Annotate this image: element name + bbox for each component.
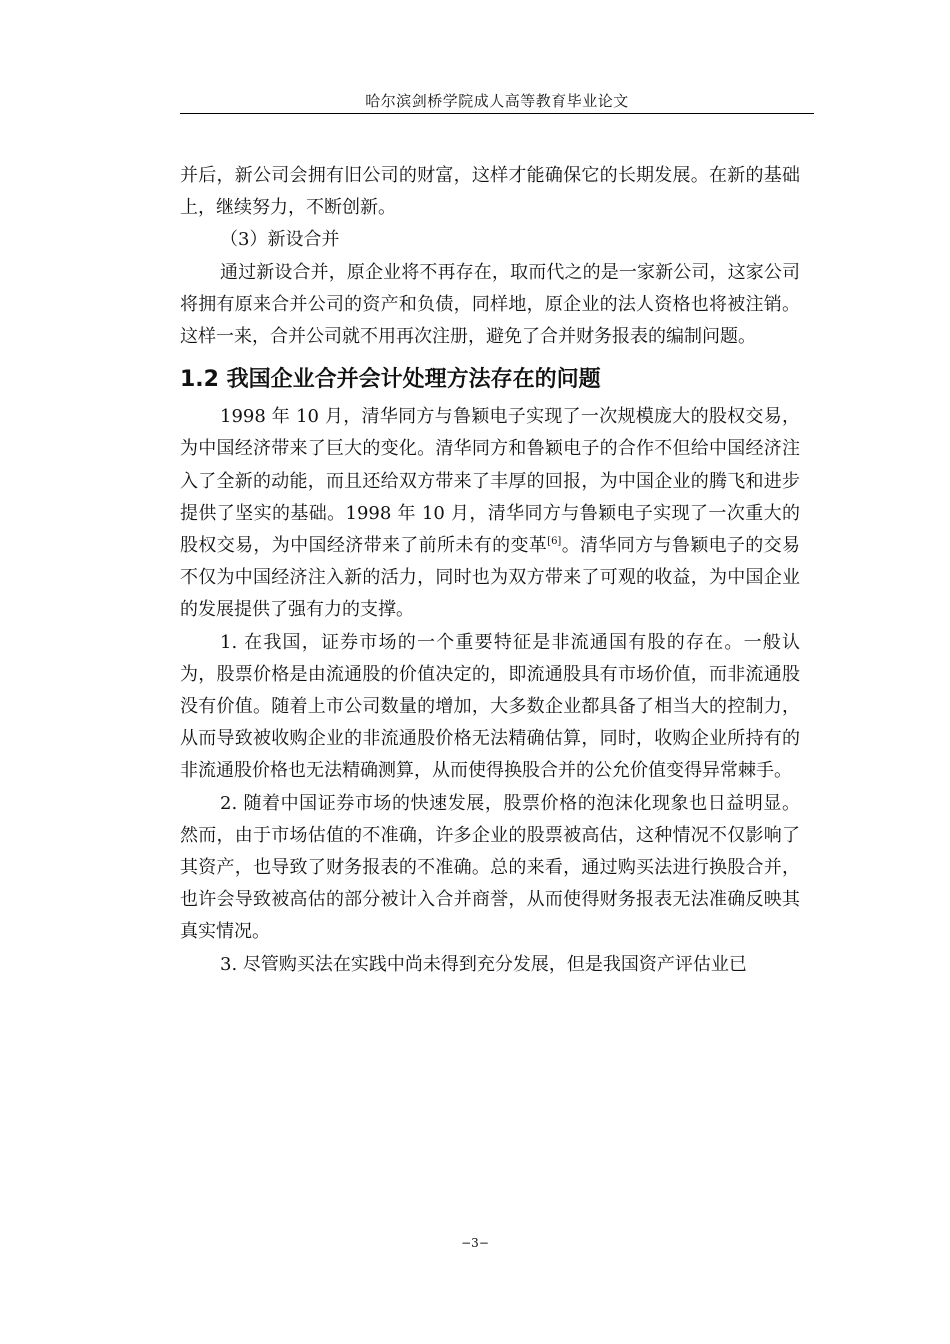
- subsection-label-new-merger: （3）新设合并: [220, 229, 340, 251]
- page-header-title: 哈尔滨剑桥学院成人高等教育毕业论文: [365, 92, 629, 110]
- section-heading: 1.2 我国企业合并会计处理方法存在的问题: [180, 367, 601, 393]
- page-number: −3−: [461, 1236, 489, 1250]
- paragraph-point-1: 1. 在我国，证券市场的一个重要特征是非流通国有股的存在。一般认为，股票价格是由流通股的价值决定的，即流通股具有市场价值，而非流通股没有价值。随着上市公司数量的增加，大多数企业都具备了相当大的控制力，从而导致被收购企业的非流通股价格无法精确估算，同时，收购企业所持有的非流通股价格也无法精确测算，从而使得换股合并的公允价值变得异常棘手。: [180, 631, 800, 782]
- paragraph-case-study: [180, 401, 800, 626]
- citation-marker: [6]: [547, 536, 562, 548]
- paragraph-case-study-text: 1998 年 10 月，清华同方与鲁颖电子实现了一次规模庞大的股权交易，为中国经济带来了巨大的变化。清华同方和鲁颖电子的合作不但给中国经济注入了全新的动能，而且还给双方带来了丰厚的回报，为中国企业的腾飞和进步提供了坚实的基础。1998 年 10 月，清华同方与鲁颖电子实现了一次重大的股权交易，为中国经济带来了前所未有的变革: [180, 406, 800, 557]
- paragraph-new-merger: 通过新设合并，原企业将不再存在，取而代之的是一家新公司，这家公司将拥有原来合并公司的资产和负债，同样地，原企业的法人资格也将被注销。这样一来，合并公司就不用再次注册，避免了合并财务报表的编制问题。: [180, 261, 800, 348]
- paragraph-case-study-text-end: 。清华同方与鲁颖电子的交易不仅为中国经济注入新的活力，同时也为双方带来了可观的收益，为中国企业的发展提供了强有力的支撑。: [180, 535, 801, 621]
- paragraph-point-3: 3. 尽管购买法在实践中尚未得到充分发展，但是我国资产评估业已: [220, 953, 747, 975]
- document-body: [180, 160, 800, 981]
- paragraph-point-2: 2. 随着中国证券市场的快速发展，股票价格的泡沫化现象也日益明显。然而，由于市场估值的不准确，许多企业的股票被高估，这种情况不仅影响了其资产，也导致了财务报表的不准确。总的来看，通过购买法进行换股合并，也许会导致被高估的部分被计入合并商誉，从而使得财务报表无法准确反映其真实情况。: [180, 792, 800, 943]
- paragraph-continuation: 并后，新公司会拥有旧公司的财富，这样才能确保它的长期发展。在新的基础上，继续努力，不断创新。: [180, 165, 800, 219]
- header-divider: [180, 113, 814, 114]
